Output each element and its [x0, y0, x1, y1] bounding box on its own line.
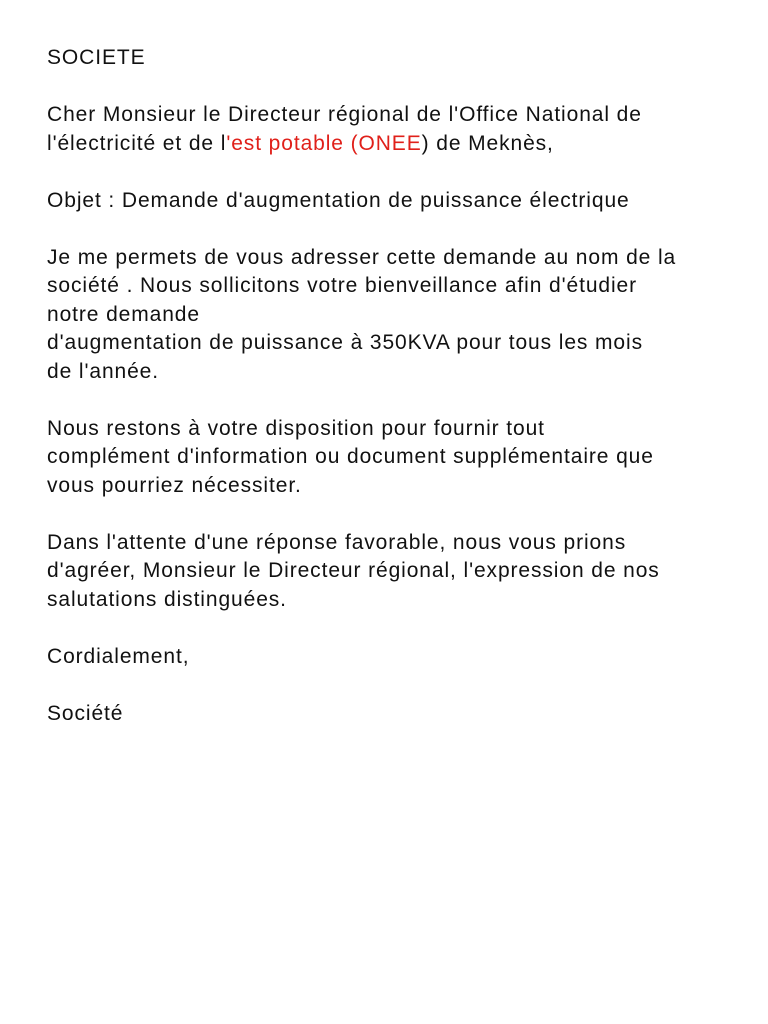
signature-paragraph — [47, 700, 737, 729]
body2-line-2: complément d'information ou document supplémentaire que — [47, 445, 654, 468]
body-paragraph-2 — [47, 415, 737, 501]
greeting-line-2-start: l'électricité et de l — [47, 131, 227, 155]
body2-line-3: vous pourriez nécessiter. — [47, 473, 302, 497]
letter-heading — [47, 44, 737, 73]
closing-text: Cordialement, — [47, 644, 190, 668]
body1-line-1: Je me permets de vous adresser cette demande au nom de la — [47, 245, 677, 269]
body1-line-4: d'augmentation de puissance à 350KVA pour tous les mois — [47, 331, 643, 354]
body1-line-2: société . Nous sollicitons votre bienveillance afin d'étudier — [47, 274, 638, 297]
greeting-paragraph — [47, 101, 737, 158]
greeting-line-2-end: ) de Meknès, — [421, 131, 554, 155]
signature-text: Société — [47, 701, 124, 725]
body3-line-3: salutations distinguées. — [47, 587, 287, 611]
body2-line-1: Nous restons à votre disposition pour fournir tout — [47, 416, 545, 440]
subject-line: Objet : Demande d'augmentation de puissance électrique — [47, 188, 630, 212]
closing-paragraph — [47, 643, 737, 672]
greeting-line-1: Cher Monsieur le Directeur régional de l'Office National de — [47, 103, 642, 126]
letter-body — [47, 44, 737, 757]
greeting-line-2 — [47, 130, 737, 159]
body-paragraph-1 — [47, 244, 737, 387]
greeting-highlight: 'est potable (ONEE — [226, 131, 422, 155]
body1-line-3: notre demande — [47, 302, 200, 326]
body3-line-1: Dans l'attente d'une réponse favorable, nous vous prions — [47, 530, 627, 554]
heading-text: SOCIETE — [47, 46, 146, 69]
body1-line-5: de l'année. — [47, 359, 159, 383]
body-paragraph-3 — [47, 529, 737, 615]
body3-line-2: d'agréer, Monsieur le Directeur régional, l'expression de nos — [47, 559, 660, 582]
subject-paragraph — [47, 187, 737, 216]
